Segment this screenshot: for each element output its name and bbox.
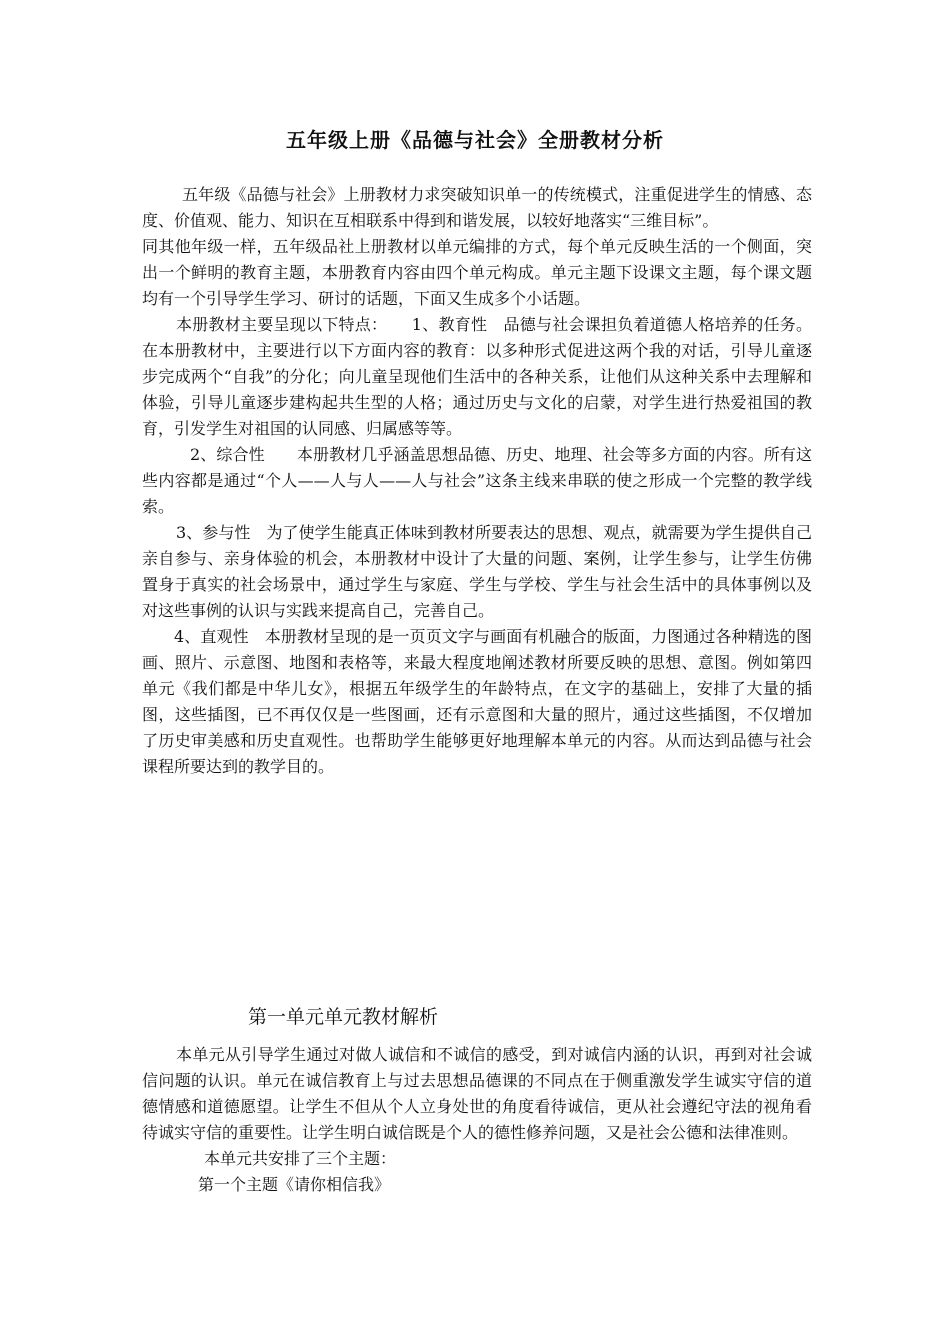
section-title: 第一单元单元教材解析 (248, 1006, 439, 1028)
intro-paragraph-2: 同其他年级一样，五年级品社上册教材以单元编排的方式，每个单元反映生活的一个侧面，突出一个鲜明的教育主题，本册教育内容由四个单元构成。单元主题下设课文主题，每个课文题均有一个引导学生学习、研讨的话题，下面又生成多个小话题。 (142, 237, 812, 308)
feature-comprehensive: 2、综合性 本册教材几乎涵盖思想品德、历史、地理、社会等多方面的内容。所有这些内容都是通过“个人——人与人——人与社会”这条主线来串联的使之形成一个完整的教学线索。 (142, 445, 812, 516)
intro-paragraph-features: 本册教材主要呈现以下特点： 1、教育性 品德与社会课担负着道德人格培养的任务。在本册教材中，主要进行以下方面内容的教育：以多种形式促进这两个我的对话，引导儿童逐步完成两个“自我”的分化；向儿童呈现他们生活中的各种关系，让他们从这种关系中去理解和体验，引导儿童逐步建构起共生型的人格；通过历史与文化的启蒙，对学生进行热爱祖国的教育，引发学生对祖国的认同感、归属感等等。 (142, 315, 812, 438)
feature-intuitive: 4、直观性 本册教材呈现的是一页页文字与画面有机融合的版面，力图通过各种精选的图画、照片、示意图、地图和表格等，来最大程度地阐述教材所要反映的思想、意图。例如第四单元《我们都是中华儿女》，根据五年级学生的年龄特点，在文字的基础上，安排了大量的插图，这些插图，已不再仅仅是一些图画，还有示意图和大量的照片，通过这些插图，不仅增加了历史审美感和历史直观性。也帮助学生能够更好地理解本单元的内容。从而达到品德与社会课程所要达到的教学目的。 (142, 627, 812, 776)
intro-section (142, 182, 812, 780)
unit-one-paragraph: 本单元从引导学生通过对做人诚信和不诚信的感受，到对诚信内涵的认识，再到对社会诚信问题的认识。单元在诚信教育上与过去思想品德课的不同点在于侧重激发学生诚实守信的道德情感和道德愿望。让学生不但从个人立身处世的角度看待诚信，更从社会遵纪守法的视角看待诚实守信的重要性。让学生明白诚信既是个人的德性修养问题，又是社会公德和法律准则。 (142, 1045, 812, 1142)
intro-paragraph-1: 五年级《品德与社会》上册教材力求突破知识单一的传统模式，注重促进学生的情感、态度、价值观、能力、知识在互相联系中得到和谐发展，以较好地落实“三维目标”。 (142, 185, 812, 230)
unit-one-topics-intro: 本单元共安排了三个主题： (204, 1149, 397, 1168)
unit-one-first-topic: 第一个主题《请你相信我》 (198, 1175, 391, 1194)
document-title: 五年级上册《品德与社会》全册教材分析 (286, 128, 664, 152)
feature-participation: 3、参与性 为了使学生能真正体味到教材所要表达的思想、观点，就需要为学生提供自己亲自参与、亲身体验的机会，本册教材中设计了大量的问题、案例，让学生参与，让学生仿佛置身于真实的社会场景中，通过学生与家庭、学生与学校、学生与社会生活中的具体事例以及对这些事例的认识与实践来提高自己，完善自己。 (142, 523, 812, 620)
unit-one-section (142, 1042, 812, 1198)
